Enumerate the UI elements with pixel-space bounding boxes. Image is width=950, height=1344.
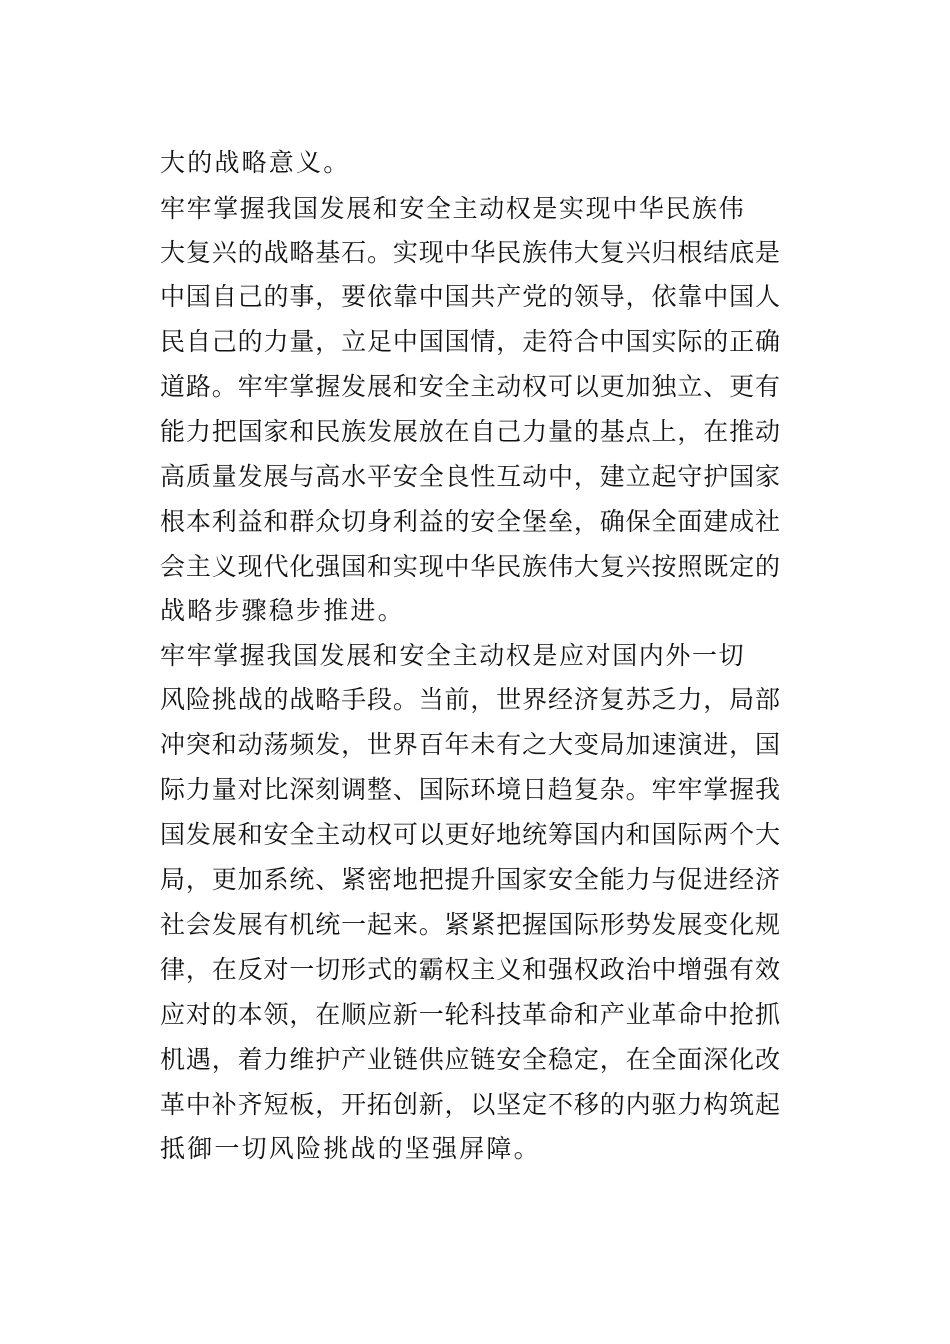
text-line: 中国自己的事，要依靠中国共产党的领导，依靠中国人 xyxy=(160,282,780,311)
text-line: 国发展和安全主动权可以更好地统筹国内和国际两个大 xyxy=(160,820,780,849)
text-line: 应对的本领，在顺应新一轮科技革命和产业革命中抢抓 xyxy=(160,1000,780,1029)
text-line: 抵御一切风险挑战的坚强屏障。 xyxy=(160,1134,541,1163)
text-line: 大复兴的战略基石。实现中华民族伟大复兴归根结底是 xyxy=(160,238,780,267)
text-line: 冲突和动荡频发，世界百年未有之大变局加速演进，国 xyxy=(160,730,780,759)
text-line: 高质量发展与高水平安全良性互动中，建立起守护国家 xyxy=(160,462,780,491)
paragraph-heading-line: 牢牢掌握我国发展和安全主动权是应对国内外一切 xyxy=(160,641,746,670)
text-line: 大的战略意义。 xyxy=(160,148,351,177)
paragraph-heading-line: 牢牢掌握我国发展和安全主动权是实现中华民族伟 xyxy=(160,194,746,223)
text-line: 风险挑战的战略手段。当前，世界经济复苏乏力，局部 xyxy=(160,685,780,714)
text-line: 局，更加系统、紧密地把提升国家安全能力与促进经济 xyxy=(160,865,780,894)
text-line: 道路。牢牢掌握发展和安全主动权可以更加独立、更有 xyxy=(160,372,780,401)
text-line: 根本利益和群众切身利益的安全堡垒，确保全面建成社 xyxy=(160,507,780,536)
text-line: 民自己的力量，立足中国国情，走符合中国实际的正确 xyxy=(160,327,780,356)
text-line: 机遇，着力维护产业链供应链安全稳定，在全面深化改 xyxy=(160,1045,780,1074)
text-line: 战略步骤稳步推进。 xyxy=(160,596,405,625)
text-line: 社会发展有机统一起来。紧紧把握国际形势发展变化规 xyxy=(160,910,780,939)
text-line: 能力把国家和民族发展放在自己力量的基点上，在推动 xyxy=(160,417,780,446)
text-line: 会主义现代化强国和实现中华民族伟大复兴按照既定的 xyxy=(160,552,780,581)
text-line: 律，在反对一切形式的霸权主义和强权政治中增强有效 xyxy=(160,955,780,984)
text-line: 际力量对比深刻调整、国际环境日趋复杂。牢牢掌握我 xyxy=(160,775,780,804)
text-line: 革中补齐短板，开拓创新，以坚定不移的内驱力构筑起 xyxy=(160,1090,780,1119)
